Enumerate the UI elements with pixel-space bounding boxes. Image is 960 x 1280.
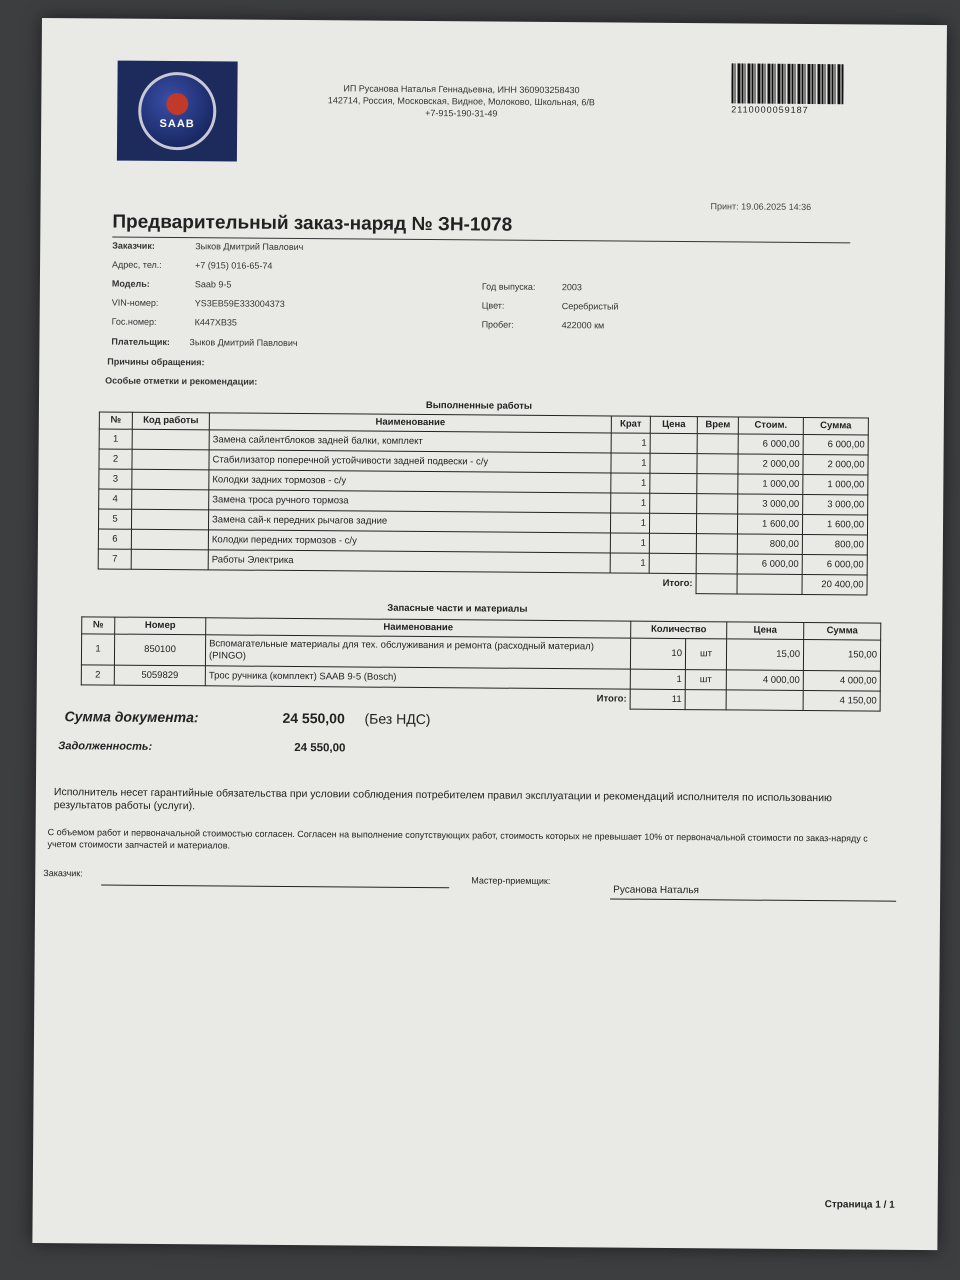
color-label: Цвет:	[481, 300, 505, 311]
customer-signature-line	[101, 884, 449, 888]
col-header: Наименование	[209, 413, 611, 433]
mileage-label: Пробег:	[481, 319, 514, 330]
cell-price: 4 000,00	[726, 670, 803, 691]
cell-qty: 1	[611, 473, 650, 493]
logo-text: SAAB	[159, 117, 195, 130]
cell-time	[696, 514, 737, 534]
vat-note: (Без НДС)	[364, 710, 431, 728]
cell-number: 3	[99, 469, 132, 489]
customer-label: Заказчик:	[112, 240, 155, 251]
master-signature-line	[610, 898, 896, 901]
warranty-text: Исполнитель несет гарантийные обязательства при условии соблюдения потребителем правил эксплуатации и рекомендаций исполнителя по использованию результатов работы (услуги).	[53, 786, 832, 813]
cell-time	[696, 534, 737, 554]
plate-label: Гос.номер:	[111, 316, 157, 327]
cell-name: Вспомагательные материалы для тех. обслуживания и ремонта (расходный материал) (PINGO)	[205, 635, 630, 669]
vin-value: YS3EB59E333004373	[194, 298, 285, 309]
company-phone: +7-915-190-31-49	[425, 108, 498, 119]
barcode-number: 2110000059187	[731, 104, 809, 116]
cell-time	[696, 554, 737, 574]
parts-total-value: 4 150,00	[803, 690, 880, 711]
cell-time	[697, 434, 738, 454]
col-header: №	[82, 617, 115, 634]
cell-qty: 1	[610, 553, 649, 573]
col-header: Крат	[611, 416, 650, 433]
cell-sum: 6 000,00	[802, 554, 867, 575]
cell-price	[649, 513, 696, 533]
cell-number: 1	[99, 429, 132, 449]
col-header: Наименование	[206, 618, 631, 638]
saab-logo	[117, 61, 238, 162]
vin-label: VIN-номер:	[111, 297, 159, 308]
cell-price	[649, 553, 696, 573]
cell-sum: 150,00	[803, 640, 880, 672]
cell-code	[131, 509, 208, 530]
cell-number: 2	[99, 449, 132, 469]
cell-name: Замена сайлентблоков задней балки, комплект	[209, 430, 611, 453]
barcode	[731, 63, 851, 114]
plate-value: К447ХВ35	[194, 317, 237, 328]
col-header: Цена	[727, 622, 804, 640]
cell-cost: 1 000,00	[738, 474, 803, 495]
cell-code	[132, 489, 209, 510]
cell-sum: 1 000,00	[803, 474, 868, 495]
griffin-icon	[166, 92, 188, 114]
cell-qty: 1	[611, 433, 650, 453]
cell-cost: 2 000,00	[738, 454, 803, 475]
cell-name: Колодки передних тормозов - с/у	[208, 530, 610, 553]
cell-code	[132, 429, 209, 450]
consent-text: С объемом работ и первоначальной стоимостью согласен. Согласен на выполнение сопутствующих работ, стоимость которых не превышает 10% от первоначальной стоимости по заказ-наряду с учетом стоимости запчастей и материалов.	[47, 827, 868, 851]
master-name: Русанова Наталья	[613, 884, 700, 897]
cell-number: 4	[99, 489, 132, 509]
col-header: Стоим.	[738, 417, 803, 435]
cell-sum: 2 000,00	[803, 454, 868, 475]
master-signature-label: Мастер-приемщик:	[471, 875, 551, 887]
parts-section-title: Запасные части и материалы	[387, 602, 528, 615]
document-sum-label: Сумма документа:	[64, 708, 199, 726]
year-value: 2003	[561, 282, 582, 293]
debt-value: 24 550,00	[294, 742, 346, 755]
cell-number: 7	[98, 549, 131, 569]
page-title: Предварительный заказ-наряд № ЗН-1078	[112, 211, 513, 236]
customer-signature-label: Заказчик:	[43, 868, 83, 879]
parts-total-label: Итого:	[596, 693, 627, 705]
debt-label: Задолженность:	[58, 740, 153, 753]
cell-number: 6	[98, 529, 131, 549]
cell-sum: 6 000,00	[803, 434, 868, 455]
cell-price	[650, 493, 697, 513]
company-name: ИП Русанова Наталья Геннадьевна, ИНН 360903258430	[343, 83, 580, 96]
cell-qty: 1	[611, 453, 650, 473]
cell-time	[697, 474, 738, 494]
cell-price	[650, 473, 697, 493]
year-label: Год выпуска:	[481, 281, 536, 292]
payer-value: Зыков Дмитрий Павлович	[189, 337, 298, 349]
cell-qty: 10	[630, 638, 685, 669]
cell-cost: 800,00	[737, 534, 802, 555]
address-label: Адрес, тел.:	[112, 259, 162, 270]
cell-part-number: 5059829	[114, 665, 205, 686]
parts-total-qty: 11	[630, 689, 685, 709]
cell-unit: шт	[685, 639, 726, 670]
barcode-icon	[731, 63, 843, 104]
cell-sum: 4 000,00	[803, 671, 880, 692]
cell-sum: 3 000,00	[803, 494, 868, 515]
col-header: Цена	[650, 416, 697, 433]
address-value: +7 (915) 016-65-74	[195, 260, 273, 271]
reasons-label: Причины обращения:	[107, 356, 205, 368]
col-header: Код работы	[132, 412, 209, 430]
cell-time	[697, 494, 738, 514]
cell-price	[650, 433, 697, 453]
cell-qty: 1	[611, 493, 650, 513]
mileage-value: 422000 км	[561, 320, 605, 331]
cell-cost: 6 000,00	[737, 554, 802, 575]
cell-name: Трос ручника (комплект) SAAB 9-5 (Bosch)	[205, 666, 630, 689]
company-address: 142714, Россия, Московская, Видное, Молоково, Школьная, 6/В	[327, 95, 595, 108]
cell-qty: 1	[610, 533, 649, 553]
model-value: Saab 9-5	[194, 279, 232, 290]
cell-unit: шт	[685, 670, 726, 690]
cell-name: Замена сай-к передних рычагов задние	[208, 510, 610, 533]
cell-name: Колодки задних тормозов - с/у	[209, 470, 611, 493]
cell-number: 2	[81, 665, 114, 685]
notes-label: Особые отметки и рекомендации:	[105, 375, 258, 387]
cell-code	[132, 469, 209, 490]
customer-value: Зыков Дмитрий Павлович	[195, 241, 304, 253]
cell-price	[649, 533, 696, 553]
cell-number: 5	[98, 509, 131, 529]
payer-label: Плательщик:	[111, 336, 170, 348]
col-header: Сумма	[803, 417, 868, 435]
col-header: Сумма	[804, 623, 881, 641]
cell-name: Стабилизатор поперечной устойчивости задней подвески - с/у	[209, 450, 611, 473]
model-label: Модель:	[111, 278, 150, 289]
cell-qty: 1	[630, 669, 685, 689]
company-info	[241, 82, 681, 121]
cell-name: Замена троса ручного тормоза	[209, 490, 611, 513]
cell-price	[650, 453, 697, 473]
cell-qty: 1	[610, 513, 649, 533]
cell-price: 15,00	[726, 639, 803, 671]
works-total-value: 20 400,00	[802, 574, 867, 595]
cell-code	[132, 449, 209, 470]
cell-sum: 800,00	[802, 534, 867, 555]
col-header: Врем	[697, 417, 738, 434]
cell-part-number: 850100	[114, 634, 205, 666]
works-section-title: Выполненные работы	[425, 400, 533, 412]
work-order-sheet	[32, 18, 947, 1250]
cell-code	[131, 549, 208, 570]
parts-table	[81, 616, 882, 711]
page-number: Страница 1 / 1	[824, 1199, 895, 1211]
works-table	[98, 411, 869, 595]
col-header: Количество	[631, 621, 727, 639]
saab-emblem-icon	[138, 72, 217, 151]
cell-cost: 6 000,00	[738, 434, 803, 455]
print-timestamp: Принт: 19.06.2025 14:36	[710, 201, 812, 213]
cell-number: 1	[81, 634, 114, 665]
document-sum-value: 24 550,00	[282, 709, 345, 727]
works-total-label: Итого:	[662, 577, 693, 589]
cell-time	[697, 454, 738, 474]
cell-code	[131, 529, 208, 550]
cell-name: Работы Электрика	[208, 550, 610, 573]
color-value: Серебристый	[561, 301, 619, 312]
col-header: Номер	[115, 617, 206, 635]
cell-cost: 1 600,00	[737, 514, 802, 535]
col-header: №	[99, 412, 132, 429]
cell-sum: 1 600,00	[802, 514, 867, 535]
cell-cost: 3 000,00	[738, 494, 803, 515]
